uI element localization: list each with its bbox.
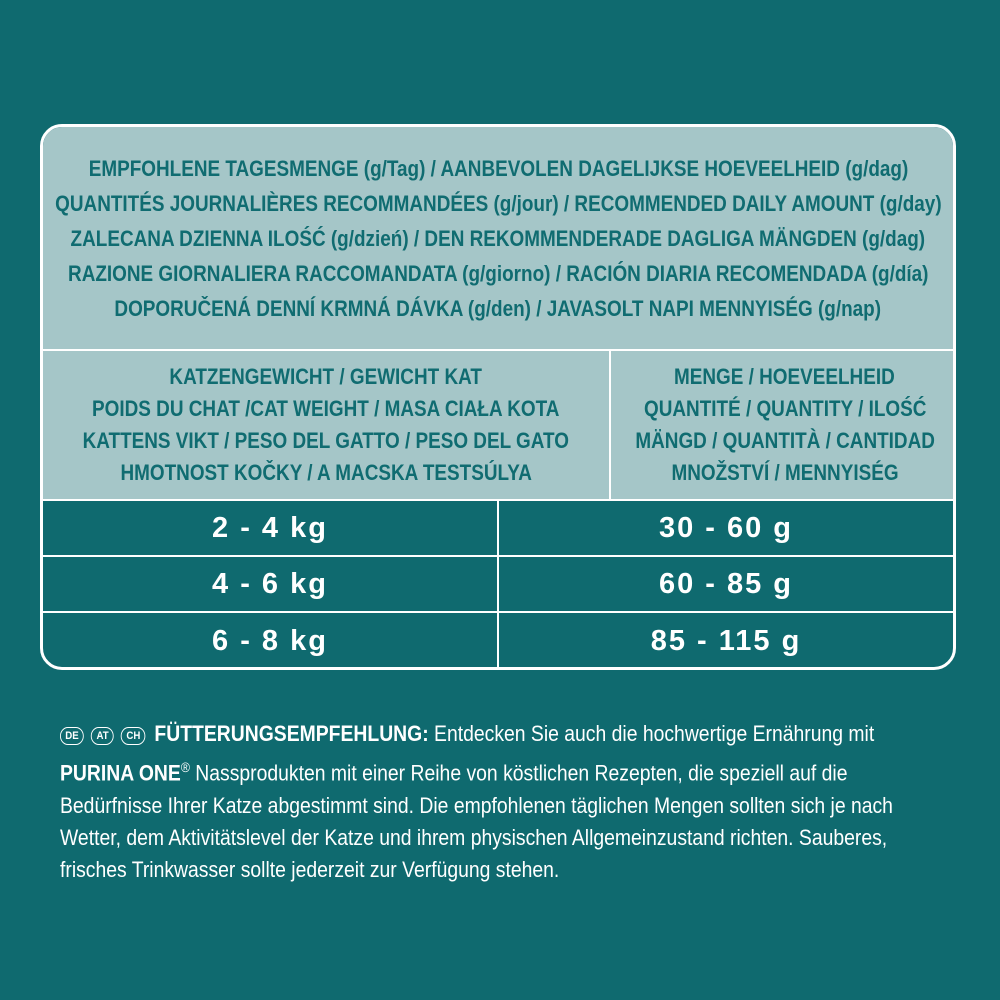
- table-row: [43, 557, 953, 613]
- title-line: DOPORUČENÁ DENNÍ KRMNÁ DÁVKA (g/den) / JAVASOLT NAPI MENNYISÉG (g/nap): [114, 295, 882, 321]
- title-line: RAZIONE GIORNALIERA RACCOMANDATA (g/giorno) / RACIÓN DIARIA RECOMENDADA (g/día): [67, 260, 929, 286]
- amount-cell: 30 - 60 g: [658, 511, 794, 544]
- footer-line: Wetter, dem Aktivitätslevel der Katze und ihrem physischen Allgemeinzustand richten. Sauberes,: [60, 824, 888, 850]
- footer-heading: FÜTTERUNGSEMPFEHLUNG:: [154, 721, 429, 746]
- country-badge-ch: CH: [121, 727, 146, 745]
- header-line: KATTENS VIKT / PESO DEL GATTO / PESO DEL GATO: [82, 428, 569, 453]
- amount-cell: 85 - 115 g: [650, 624, 802, 657]
- title-line: QUANTITÉS JOURNALIÈRES RECOMMANDÉES (g/jour) / RECOMMENDED DAILY AMOUNT (g/day): [54, 190, 942, 216]
- table-row: [43, 501, 953, 557]
- header-line: HMOTNOST KOČKY / A MACSKA TESTSÚLYA: [120, 460, 532, 485]
- header-quantity: [611, 351, 956, 499]
- header-line: MENGE / HOEVEELHEID: [674, 364, 896, 389]
- footer-text: Nassprodukten mit einer Reihe von köstlichen Rezepten, die speziell auf die: [189, 760, 848, 786]
- footer-text: Entdecken Sie auch die hochwertige Ernährung mit: [428, 721, 875, 746]
- footer-line: Bedürfnisse Ihrer Katze abgestimmt sind. Die empfohlenen täglichen Mengen sollten sich je nach: [60, 792, 893, 818]
- table-header: [43, 351, 953, 501]
- title-line: EMPFOHLENE TAGESMENGE (g/Tag) / AANBEVOLEN DAGELIJKSE HOEVEELHEID (g/dag): [88, 155, 908, 181]
- country-badge-at: AT: [91, 727, 114, 745]
- country-badge-de: DE: [60, 727, 84, 745]
- header-line: QUANTITÉ / QUANTITY / ILOŚĆ: [643, 396, 926, 421]
- brand-name: PURINA ONE: [60, 760, 181, 786]
- header-line: MNOŽSTVÍ / MENNYISÉG: [671, 460, 899, 485]
- feeding-recommendation: [60, 718, 960, 886]
- title-line: ZALECANA DZIENNA ILOŚĆ (g/dzień) / DEN REKOMMENDERADE DAGLIGA MÄNGDEN (g/dag): [70, 225, 926, 251]
- registered-mark: ®: [180, 759, 190, 776]
- header-line: POIDS DU CHAT /CAT WEIGHT / MASA CIAŁA KOTA: [92, 396, 560, 421]
- header-line: MÄNGD / QUANTITÀ / CANTIDAD: [634, 428, 935, 453]
- weight-cell: 2 - 4 kg: [43, 501, 499, 555]
- table-row: [43, 613, 953, 669]
- feeding-table: [40, 124, 956, 670]
- amount-cell: 60 - 85 g: [658, 567, 794, 600]
- country-badges: [60, 719, 147, 751]
- header-line: KATZENGEWICHT / GEWICHT KAT: [169, 364, 483, 389]
- footer-line: [60, 751, 852, 789]
- footer-line: frisches Trinkwasser sollte jederzeit zur Verfügung stehen.: [60, 856, 560, 882]
- weight-cell: 4 - 6 kg: [43, 557, 499, 611]
- header-cat-weight: [43, 351, 611, 499]
- footer-line: [60, 718, 875, 751]
- weight-cell: 6 - 8 kg: [43, 613, 499, 669]
- table-title: [43, 127, 953, 351]
